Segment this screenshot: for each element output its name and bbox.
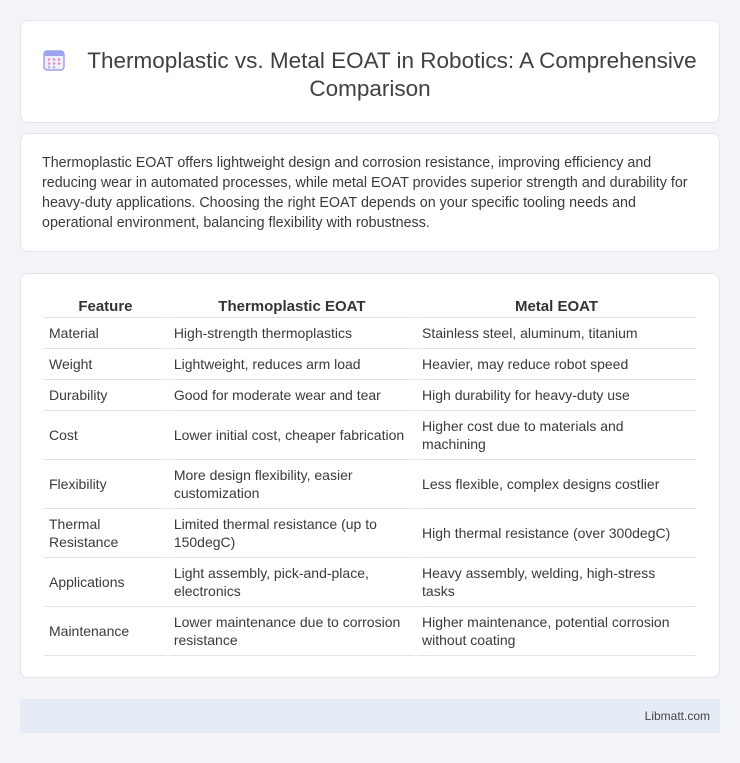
header-metal: Metal EOAT [417,296,696,318]
summary-text: Thermoplastic EOAT offers lightweight design and corrosion resistance, improving efficiency and reducing wear in automated processes, while metal EOAT provides superior strength and durability for heavy-duty applications. Choosing the right EOAT depends on your specific tooling needs and operational environment, balancing flexibility with robustness. [42,155,688,231]
metal-cell: Heavier, may reduce robot speed [417,349,696,380]
page-title: Thermoplastic vs. Metal EOAT in Robotics: A Comprehensive Comparison [87,48,697,101]
metal-cell: Higher cost due to materials and machining [417,411,696,460]
thermoplastic-cell: Light assembly, pick-and-place, electronics [169,558,415,607]
table-row [44,411,696,460]
title-wrap [21,47,719,103]
table-card [20,273,720,678]
table-row [44,380,696,411]
feature-cell: Cost [44,411,167,460]
feature-cell: Thermal Resistance [44,509,167,558]
metal-cell: Less flexible, complex designs costlier [417,460,696,509]
feature-cell: Flexibility [44,460,167,509]
table-row [44,460,696,509]
calendar-icon [43,49,65,71]
thermoplastic-cell: Good for moderate wear and tear [169,380,415,411]
footer-site-label: Libmatt.com [644,709,710,723]
thermoplastic-cell: Lightweight, reduces arm load [169,349,415,380]
feature-cell: Weight [44,349,167,380]
header-feature: Feature [44,296,167,318]
footer-bar [20,699,720,733]
table-header-row [44,296,696,318]
metal-cell: High thermal resistance (over 300degC) [417,509,696,558]
thermoplastic-cell: Limited thermal resistance (up to 150degC) [169,509,415,558]
comparison-table [42,296,698,656]
feature-cell: Durability [44,380,167,411]
thermoplastic-cell: Lower maintenance due to corrosion resistance [169,607,415,656]
summary-card [20,133,720,252]
feature-cell: Material [44,318,167,349]
thermoplastic-cell: More design flexibility, easier customization [169,460,415,509]
table-row [44,318,696,349]
title-card [20,20,720,123]
thermoplastic-cell: Lower initial cost, cheaper fabrication [169,411,415,460]
metal-cell: High durability for heavy-duty use [417,380,696,411]
feature-cell: Applications [44,558,167,607]
metal-cell: Stainless steel, aluminum, titanium [417,318,696,349]
table-row [44,509,696,558]
metal-cell: Higher maintenance, potential corrosion without coating [417,607,696,656]
thermoplastic-cell: High-strength thermoplastics [169,318,415,349]
feature-cell: Maintenance [44,607,167,656]
metal-cell: Heavy assembly, welding, high-stress tasks [417,558,696,607]
table-row [44,558,696,607]
header-thermoplastic: Thermoplastic EOAT [169,296,415,318]
table-row [44,607,696,656]
table-row [44,349,696,380]
